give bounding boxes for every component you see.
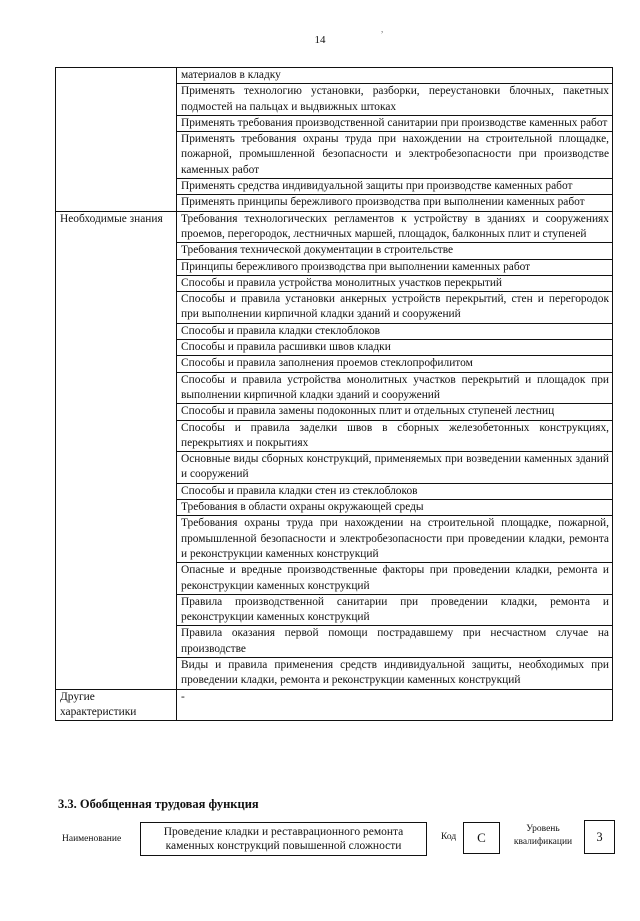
knowledge-cell: Виды и правила применения средств индивидуальной защиты, необходимых при проведении кладки, ремонта и реконструкции каменных конструкций	[177, 657, 613, 689]
table-row	[56, 689, 613, 721]
knowledge-cell: Способы и правила заделки швов в сборных железобетонных конструкциях, перекрытиях и покрытиях	[177, 420, 613, 452]
qualification-level-label: Уровень квалификации	[513, 824, 573, 847]
knowledge-cell: Требования технической документации в строительстве	[177, 243, 613, 259]
knowledge-cell: Способы и правила замены подоконных плит и отдельных ступеней лестниц	[177, 404, 613, 420]
qualification-level-box: 3	[584, 820, 615, 854]
skill-cell: материалов в кладку	[177, 68, 613, 84]
knowledge-cell: Способы и правила кладки стен из стеклоблоков	[177, 483, 613, 499]
knowledge-cell: Способы и правила расшивки швов кладки	[177, 340, 613, 356]
knowledge-cell: Требования охраны труда при нахождении на строительной площадке, пожарной, промышленной безопасности и электробезопасности при проведении кладки, ремонта и реконструкции каменных конструкций	[177, 516, 613, 563]
knowledge-cell: Способы и правила устройства монолитных участков перекрытий	[177, 275, 613, 291]
skill-cell: Применять технологию установки, разборки, переустановки блочных, пакетных подмостей на пальцах и выдвижных штоках	[177, 84, 613, 116]
table-row	[56, 211, 613, 243]
knowledge-cell: Правила производственной санитарии при проведении кладки, ремонта и реконструкции каменных конструкций	[177, 594, 613, 626]
skill-cell: Применять требования производственной санитарии при производстве каменных работ	[177, 115, 613, 131]
knowledge-cell: Требования в области охраны окружающей среды	[177, 500, 613, 516]
function-name-box: Проведение кладки и реставрационного ремонта каменных конструкций повышенной сложности	[140, 822, 427, 856]
code-label: Код	[441, 832, 457, 842]
knowledge-label: Необходимые знания	[56, 211, 177, 689]
knowledge-cell: Опасные и вредные производственные факторы при проведении кладки, ремонта и реконструкции каменных конструкций	[177, 563, 613, 595]
skill-cell: Применять требования охраны труда при нахождении на строительной площадке, пожарной, промышленной безопасности и электробезопасности при производстве каменных работ	[177, 132, 613, 179]
knowledge-cell: Принципы бережливого производства при выполнении каменных работ	[177, 259, 613, 275]
knowledge-cell: Основные виды сборных конструкций, применяемых при возведении каменных зданий и сооружений	[177, 452, 613, 484]
function-name-label: Наименование	[62, 834, 122, 844]
page-number: 14	[314, 34, 326, 46]
knowledge-cell: Способы и правила кладки стеклоблоков	[177, 323, 613, 339]
knowledge-cell: Способы и правила заполнения проемов стеклопрофилитом	[177, 356, 613, 372]
skill-cell: Применять средства индивидуальной защиты при производстве каменных работ	[177, 179, 613, 195]
skills-knowledge-table	[55, 67, 613, 721]
knowledge-cell: Требования технологических регламентов к устройству в зданиях и сооружениях проемов, перегородок, лестничных маршей, площадок, балконных плит и ступеней	[177, 211, 613, 243]
other-characteristics-label: Другие характеристики	[56, 689, 177, 721]
knowledge-cell: Способы и правила устройства монолитных участков перекрытий и площадок при выполнении кирпичной кладки зданий и сооружений	[177, 372, 613, 404]
knowledge-cell: Способы и правила установки анкерных устройств перекрытий, стен и перегородок при выполнении кирпичной кладки зданий и сооружений	[177, 292, 613, 324]
other-characteristics-value: -	[177, 689, 613, 721]
empty-label-cell	[56, 68, 177, 212]
section-title: 3.3. Обобщенная трудовая функция	[58, 797, 259, 811]
code-box: C	[463, 822, 500, 854]
table-row	[56, 68, 613, 84]
skill-cell: Применять принципы бережливого производства при выполнении каменных работ	[177, 195, 613, 211]
scan-mark: ,	[381, 24, 384, 34]
knowledge-cell: Правила оказания первой помощи пострадавшему при несчастном случае на производстве	[177, 626, 613, 658]
